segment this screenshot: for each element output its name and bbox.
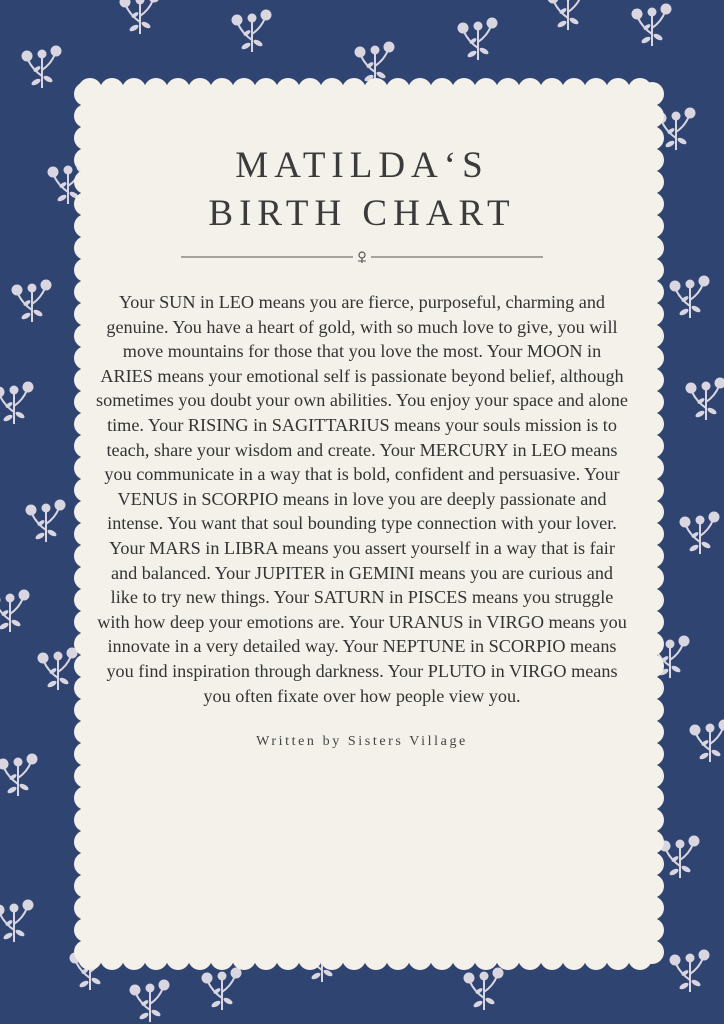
scallop bbox=[364, 946, 388, 970]
author-credit: Written by Sisters Village bbox=[256, 734, 468, 750]
scallop bbox=[640, 434, 664, 458]
scallop bbox=[74, 302, 98, 326]
scallop bbox=[640, 324, 664, 348]
scallop bbox=[540, 78, 564, 102]
scallop bbox=[584, 946, 608, 970]
scallop bbox=[640, 896, 664, 920]
scallop bbox=[74, 852, 98, 876]
scallop bbox=[640, 258, 664, 282]
scallop bbox=[640, 82, 664, 106]
scallop bbox=[640, 566, 664, 590]
scallop bbox=[640, 720, 664, 744]
scallop bbox=[640, 170, 664, 194]
scallop bbox=[640, 104, 664, 128]
scallop bbox=[540, 946, 564, 970]
scallop bbox=[640, 346, 664, 370]
scallop bbox=[640, 610, 664, 634]
scallop bbox=[452, 946, 476, 970]
scallop bbox=[74, 764, 98, 788]
scallop bbox=[144, 78, 168, 102]
scallop bbox=[640, 236, 664, 260]
scallop bbox=[166, 946, 190, 970]
scallop bbox=[640, 874, 664, 898]
scallop bbox=[232, 946, 256, 970]
scallop bbox=[74, 104, 98, 128]
scallop bbox=[518, 78, 542, 102]
scallop bbox=[74, 676, 98, 700]
scallop bbox=[606, 78, 630, 102]
scallop bbox=[74, 368, 98, 392]
scallop bbox=[74, 720, 98, 744]
scallop bbox=[100, 946, 124, 970]
scallop bbox=[298, 946, 322, 970]
scallop bbox=[298, 78, 322, 102]
scallop bbox=[74, 544, 98, 568]
scallop bbox=[584, 78, 608, 102]
scallop bbox=[640, 302, 664, 326]
scallop bbox=[74, 148, 98, 172]
scallop bbox=[210, 78, 234, 102]
scallop bbox=[144, 946, 168, 970]
scallop bbox=[640, 632, 664, 656]
scallop bbox=[342, 946, 366, 970]
scallop bbox=[364, 78, 388, 102]
scallop bbox=[640, 764, 664, 788]
scallop bbox=[320, 78, 344, 102]
scallop bbox=[122, 946, 146, 970]
scallop bbox=[188, 78, 212, 102]
scallop bbox=[640, 918, 664, 942]
scallop bbox=[74, 632, 98, 656]
scallop bbox=[74, 412, 98, 436]
scallop bbox=[430, 946, 454, 970]
scallop bbox=[562, 946, 586, 970]
scallop bbox=[640, 500, 664, 524]
scallop bbox=[640, 478, 664, 502]
scallop bbox=[74, 346, 98, 370]
scallop bbox=[74, 280, 98, 304]
scallop bbox=[74, 500, 98, 524]
scallop bbox=[74, 192, 98, 216]
scallop bbox=[74, 940, 98, 964]
scallop bbox=[254, 946, 278, 970]
scallop bbox=[640, 412, 664, 436]
scallop bbox=[232, 78, 256, 102]
scallop bbox=[562, 78, 586, 102]
scallop bbox=[452, 78, 476, 102]
scallop bbox=[640, 588, 664, 612]
scallop bbox=[254, 78, 278, 102]
scallop bbox=[74, 830, 98, 854]
scallop bbox=[496, 946, 520, 970]
scallop bbox=[320, 946, 344, 970]
scallop bbox=[74, 918, 98, 942]
scallop bbox=[640, 830, 664, 854]
scallop bbox=[74, 654, 98, 678]
scallop bbox=[74, 566, 98, 590]
scallop bbox=[640, 456, 664, 480]
scallop bbox=[342, 78, 366, 102]
scallop bbox=[640, 698, 664, 722]
scallop bbox=[188, 946, 212, 970]
scallop bbox=[640, 390, 664, 414]
scallop bbox=[640, 522, 664, 546]
scallop bbox=[386, 78, 410, 102]
scallop bbox=[74, 214, 98, 238]
scallop bbox=[74, 786, 98, 810]
scallop bbox=[276, 946, 300, 970]
scallop bbox=[210, 946, 234, 970]
scallop bbox=[386, 946, 410, 970]
title-line-2: BIRTH CHART bbox=[208, 193, 516, 234]
scallop bbox=[640, 148, 664, 172]
scallop bbox=[640, 192, 664, 216]
card-content bbox=[96, 128, 628, 888]
scallop bbox=[640, 214, 664, 238]
scallop bbox=[474, 946, 498, 970]
scallop bbox=[74, 610, 98, 634]
scallop bbox=[74, 522, 98, 546]
scallop bbox=[74, 742, 98, 766]
scallop bbox=[640, 368, 664, 392]
title-line-1: MATILDA‘S bbox=[235, 145, 489, 186]
scallop bbox=[74, 896, 98, 920]
scallop bbox=[100, 78, 124, 102]
scallop bbox=[640, 280, 664, 304]
scallop bbox=[74, 588, 98, 612]
scallop bbox=[518, 946, 542, 970]
scallop bbox=[74, 434, 98, 458]
scallop bbox=[74, 456, 98, 480]
scallop bbox=[74, 82, 98, 106]
scallop bbox=[74, 258, 98, 282]
scallop bbox=[74, 170, 98, 194]
scallop bbox=[640, 786, 664, 810]
scallop bbox=[74, 874, 98, 898]
scallop bbox=[74, 324, 98, 348]
scallop bbox=[74, 478, 98, 502]
scallop bbox=[74, 126, 98, 150]
birth-chart-text: Your SUN in LEO means you are fierce, purposeful, charming and genuine. You have a heart of gold, with so much love to give, you will move mountains for those that you love the most. Your MOON in ARIES means your emotional self is passionate beyond belief, although sometimes you doubt your own abilities. You enjoy your space and alone time. Your RISING in SAGITTARIUS means your souls mission is to teach, share your wisdom and create. Your MERCURY in LEO means you communicate in a way that is bold, confident and persuasive. Your VENUS in SCORPIO means in love you are deeply passionate and intense. You want that soul bounding type connection with your lover. Your MARS in LIBRA means you assert yourself in a way that is fair and balanced. Your JUPITER in GEMINI means you are curious and like to try new things. Your SATURN in PISCES means you struggle with how deep your emotions are. Your URANUS in VIRGO means you innovate in a very detailed way. Your NEPTUNE in SCORPIO means you find inspiration through darkness. Your PLUTO in VIRGO means you often fixate over how people view you. bbox=[96, 292, 628, 706]
scallop bbox=[74, 698, 98, 722]
scallop bbox=[474, 78, 498, 102]
scallop bbox=[276, 78, 300, 102]
scallop bbox=[640, 852, 664, 876]
scallop bbox=[640, 808, 664, 832]
scallop bbox=[640, 940, 664, 964]
scallop bbox=[408, 946, 432, 970]
scallop bbox=[640, 676, 664, 700]
scallop bbox=[640, 126, 664, 150]
scallop bbox=[74, 390, 98, 414]
scallop bbox=[640, 654, 664, 678]
scallop bbox=[606, 946, 630, 970]
scallop bbox=[430, 78, 454, 102]
scallop bbox=[74, 236, 98, 260]
scallop bbox=[640, 544, 664, 568]
page-title bbox=[96, 142, 628, 238]
scallop bbox=[74, 808, 98, 832]
scallop bbox=[122, 78, 146, 102]
ornament-divider-icon bbox=[181, 250, 543, 264]
scallop bbox=[408, 78, 432, 102]
scallop bbox=[166, 78, 190, 102]
scallop bbox=[640, 742, 664, 766]
scallop bbox=[496, 78, 520, 102]
